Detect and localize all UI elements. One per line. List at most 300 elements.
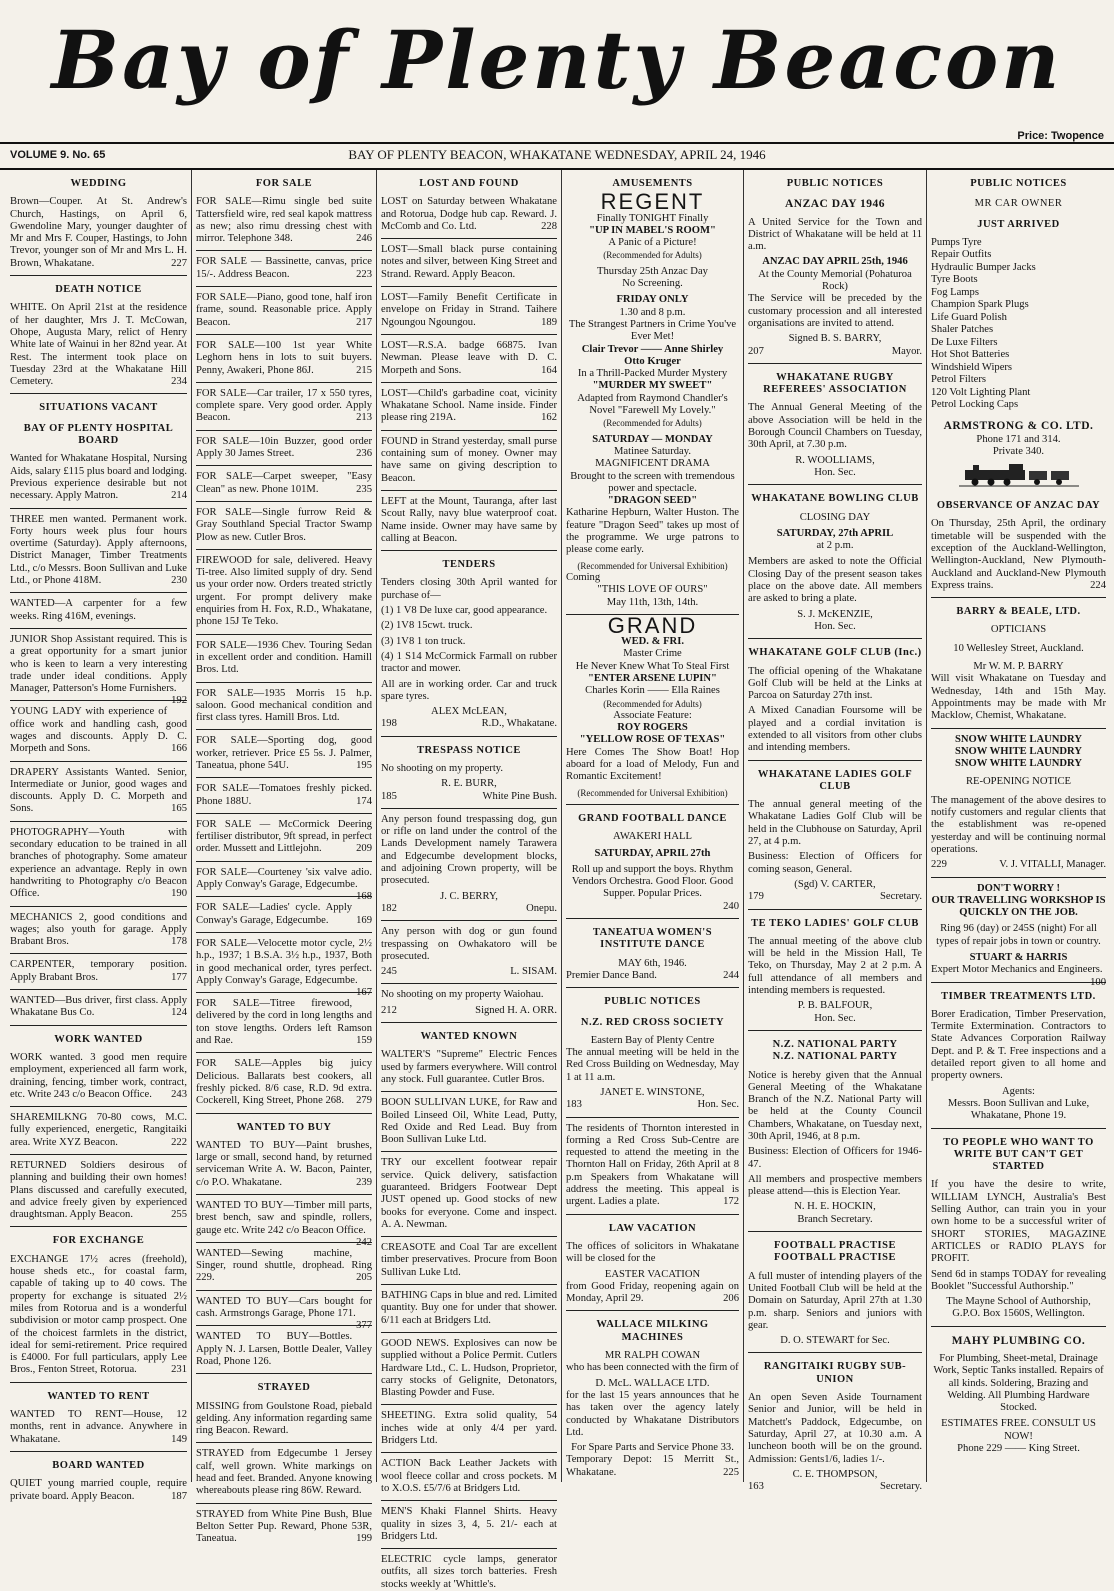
divider <box>10 628 187 629</box>
signature: L. SISAM. <box>510 966 557 978</box>
divider <box>566 804 739 805</box>
ad-line: Coming <box>566 571 601 583</box>
ad-number: 279 <box>356 1095 372 1107</box>
signature-line <box>931 859 1106 871</box>
ad-item: TRY our excellent footwear repair service. Quick delivery, satisfaction guaranteed. Bridgers Footwear Dept JUST opened up. Good stocks of new books for everyone. Come and inspect. A. A. Newman. <box>381 1157 557 1230</box>
signature: R.D., Whakatane. <box>481 718 557 730</box>
ad-line: Thursday 25th Anzac Day <box>597 265 708 277</box>
ad-text: FOR SALE — Bassinette, canvas, price 15/-. Address Beacon. <box>196 256 372 280</box>
ad-text: Any person found trespassing dog, gun or rifle on land under the control of the Lands Development namely Tarawera and Edgecumbe development blocks, and adjoining Crown property, will be prosecuted. <box>381 813 557 887</box>
column-1 <box>6 170 192 1502</box>
laundry-title: SNOW WHITE LAUNDRY <box>955 758 1082 770</box>
heading: LOST AND FOUND <box>419 178 519 189</box>
list-item: Life Guard Polish <box>931 311 1007 323</box>
film-title: "THIS LOVE OF OURS" <box>597 584 708 596</box>
ad-number: 172 <box>723 1196 739 1208</box>
volume-number: VOLUME 9. No. 65 <box>10 149 106 161</box>
price-label: Price: Twopence <box>1017 130 1104 142</box>
ad-text: A Mixed Canadian Foursome will be played and a cordial invitation is extended to all visitors from other clubs and intending members. <box>748 705 922 754</box>
list-item: De Luxe Filters <box>931 336 998 348</box>
ad-item: GOOD NEWS. Explosives can now be supplied without a Police Permit. Cutlers Hardware Ltd., C. L. Hudson, Proprietor, carry stocks of Gelignite, Detonators, Blasting Powder and Fuse. <box>381 1337 557 1399</box>
ad-item <box>196 902 372 927</box>
ad-item <box>566 1454 739 1479</box>
ad-text: FOR SALE—Velocette motor cycle, 2½ h.p., 1937; 1 B.S.A. 3½ h.p., 1937, Both in good mechanical order, tyres perfect. Apply Conway's Garage, Edgecumbe. <box>196 937 372 986</box>
ad-line: CLOSING DAY <box>799 511 871 523</box>
heading: BOARD WANTED <box>52 1459 145 1471</box>
divider <box>381 1284 557 1285</box>
signature-line <box>381 966 557 978</box>
ad-item: FOR SALE—1935 Morris 15 h.p. saloon. Good mechanical condition and first class tyres. Hamill Bros. Ltd. <box>196 687 372 724</box>
ad-line: Private 340. <box>992 446 1045 458</box>
list-item: 120 Volt Lighting Plant <box>931 386 1031 398</box>
ad-number: 164 <box>541 364 557 376</box>
ad-number: 182 <box>381 902 397 914</box>
heading: FOOTBALL PRACTISE <box>774 1240 896 1252</box>
ad-text: No shooting on my property. <box>381 762 504 774</box>
ad-item <box>196 388 372 425</box>
divider <box>381 1548 557 1549</box>
ad-text: The annual meeting of the above club will be held in the Mission Hall, Te Teko, on Thursday, May 2 at 2 p.m. A full attendance of all members and intending members is requested. <box>748 935 922 997</box>
heading: ARMSTRONG & CO. LTD. <box>943 419 1094 432</box>
ad-item <box>10 706 187 755</box>
ad-item <box>10 1160 187 1221</box>
ad-line: Here Comes The Show Boat! Hop aboard for a load of Melody, Fun and Romantic Excitement! <box>566 746 739 783</box>
ad-item: FIREWOOD for sale, delivered. Heavy Ti-tree. Also limited supply of dry. Send us your order now. Orders treated strictly urgent. For prompt delivery make enquiries from H. Fox, R.D., Whakatane, phone 15J Te Teko. <box>196 554 372 628</box>
ad-text: WORK wanted. 3 good men require employment, experienced all farm work, draining, fencing, timber work, contract, etc. Write 243 c/o Beacon Office. <box>10 1051 187 1100</box>
ad-text: FOR SALE — McCormick Deering fertiliser distributor, 9ft spread, in perfect order. Mussett and Littlejohn. <box>196 818 372 855</box>
ad-item <box>196 998 372 1047</box>
ad-number: 100 <box>1090 976 1106 988</box>
ad-item <box>10 1052 187 1101</box>
heading: OBSERVANCE OF ANZAC DAY <box>936 500 1101 512</box>
ad-number: 225 <box>723 1466 739 1478</box>
laundry-title: SNOW WHITE LAUNDRY <box>955 733 1082 745</box>
divider <box>748 363 922 364</box>
ad-number: 174 <box>356 795 372 807</box>
heading: AMUSEMENTS <box>612 178 693 189</box>
ad-number: 229 <box>931 859 947 871</box>
divider <box>381 1452 557 1453</box>
heading: WHAKATANE RUGBY REFEREES' ASSOCIATION <box>763 371 907 396</box>
heading: MR CAR OWNER <box>974 198 1063 210</box>
train-icon <box>931 462 1106 492</box>
heading: TRESPASS NOTICE <box>417 744 521 756</box>
heading: N.Z. NATIONAL PARTY <box>772 1051 898 1063</box>
product-list <box>931 237 1106 412</box>
ad-line: Eastern Bay of Plenty Centre <box>590 1034 715 1046</box>
divider <box>381 983 557 984</box>
ad-item: BOON SULLIVAN LUKE, for Raw and Boiled Linseed Oil, White Lead, Putty, Red Oxide and Red Lead. Buy from Boon Sullivan Luke Ltd. <box>381 1097 557 1146</box>
divider <box>196 1113 372 1114</box>
divider <box>10 906 187 907</box>
heading: PUBLIC NOTICES <box>786 178 884 189</box>
signature: Secretary. <box>880 1481 922 1493</box>
ad-item <box>10 1478 187 1503</box>
film-title: "YELLOW ROSE OF TEXAS" <box>579 734 726 746</box>
signature-line <box>566 1099 739 1111</box>
ad-number: 199 <box>356 1533 372 1545</box>
ad-text: Premier Dance Band. <box>566 969 657 981</box>
divider <box>196 334 372 335</box>
divider <box>381 286 557 287</box>
ad-text: LOST—R.S.A. badge 66875. Ivan Newman. Please leave with D. C. Morpeth and Sons. <box>381 339 557 376</box>
rating: (Recommended for Universal Exhibition) <box>577 560 728 571</box>
divider <box>10 275 187 276</box>
ad-text: YOUNG LADY with experience of office work and handling cash, good wages and discounts. Apply D. C. Morpeth and Sons. <box>10 706 187 755</box>
signature: R. WOOLLIAMS, <box>795 454 875 466</box>
ad-text: LOST—Family Benefit Certificate in envelope on Friday in Strand. Taihere Ngoungou Ngoungou. <box>381 292 557 328</box>
divider <box>10 1106 187 1107</box>
list-item: Pumps Tyre <box>931 236 982 248</box>
divider <box>196 1052 372 1053</box>
ad-item: WALTER'S "Supreme" Electric Fences used by farmers everywhere. Will control any stock. Full guarantee. Cutler Bros. <box>381 1049 557 1085</box>
tender-line: (3) 1V8 1 ton truck. <box>381 635 466 647</box>
column-3 <box>377 170 562 1590</box>
ad-number: 231 <box>171 1364 187 1376</box>
divider <box>748 1231 922 1232</box>
list-item: Fog Lamps <box>931 286 979 298</box>
divider <box>566 1214 739 1215</box>
divider <box>196 1194 372 1195</box>
ad-line: The Strangest Partners in Crime You've Ever Met! <box>568 318 737 343</box>
ad-number: 377 <box>356 1320 372 1332</box>
list-item: Tyre Boots <box>931 274 978 286</box>
signature: Branch Secretary. <box>797 1213 873 1225</box>
ad-text: FOR SALE—Piano, good tone, half iron frame, sound. Reasonable price. Apply Beacon. <box>196 292 372 328</box>
divider <box>748 1030 922 1031</box>
signature-line <box>748 1481 922 1493</box>
ad-number: 209 <box>356 843 372 855</box>
ad-item <box>10 514 187 588</box>
divider <box>196 896 372 897</box>
divider <box>381 1151 557 1152</box>
ad-text: EXCHANGE 17½ acres (freehold), house sheds etc., for coastal farm, capable of taking up to 40 cows. The property for exchange is situated 2½ miles from Rotorua and is a wonderful subdivision or motor camp prospect. One of the choicest farmlets in the district, ideal for semi-retirement. Price required is £4000. For full particulars, apply Lee Bros., Fenton Street, Rotorua. <box>10 1253 187 1376</box>
ad-line: Finally TONIGHT Finally <box>596 212 709 224</box>
heading: WANTED TO BUY <box>236 1121 332 1133</box>
signature: V. J. VITALLI, Manager. <box>999 859 1106 871</box>
divider <box>10 1451 187 1452</box>
tender-line: (4) 1 S14 McCormick Farmall on rubber tractor and mower. <box>381 650 557 675</box>
heading: TIMBER TREATMENTS LTD. <box>941 990 1096 1002</box>
divider <box>381 736 557 737</box>
ad-text: LOST on Saturday between Whakatane and Rotorua, Dodge hub cap. Reward. J. McComb and Co. Ltd. <box>381 196 557 232</box>
heading: BAY OF PLENTY HOSPITAL BOARD <box>23 422 174 447</box>
ad-line: At the County Memorial (Pohaturoa Rock) <box>758 268 912 293</box>
ad-item <box>381 196 557 233</box>
heading: WHAKATANE LADIES GOLF CLUB <box>757 768 913 792</box>
divider <box>566 1117 739 1118</box>
ad-text: Business: Election of Officers for coming season, General. <box>748 851 922 875</box>
ad-text: On Thursday, 25th April, the ordinary timetable will be suspended with the exception of the Auckland-Wellington, Wellington-Auckland, New Plymouth-Auckland and Auckland-New Plymouth Express trains. <box>931 518 1106 591</box>
heading: WANTED TO RENT <box>47 1390 150 1402</box>
signature: N. H. E. HOCKIN, <box>794 1201 876 1213</box>
ad-text: for the last 15 years announces that he has taken over the agency lately conducted by Whakatane Distributors Ltd. <box>566 1389 739 1438</box>
divider <box>196 382 372 383</box>
ad-item: MISSING from Goulstone Road, piebald gelding. Any information regarding same ring Beacon. Reward. <box>196 1400 372 1437</box>
ad-text: A full muster of intending players of the United Football Club will be held at the Domain on Saturday, April 27th at 1.30 p.m. sharp. Seniors and juniors with gear. <box>748 1270 922 1331</box>
ad-number: 212 <box>381 1004 397 1016</box>
heading: WALLACE MILKING MACHINES <box>596 1319 709 1343</box>
divider <box>381 490 557 491</box>
ad-item: ELECTRIC cycle lamps, generator outfits, all sizes torch batteries. Fresh stocks weekly at 'Whittle's. <box>381 1554 557 1590</box>
ad-number: 236 <box>356 448 372 460</box>
ad-item: BATHING Caps in blue and red. Limited quantity. Buy one for under that shower. 6/11 each at Bridgers Ltd. <box>381 1290 557 1326</box>
divider <box>10 592 187 593</box>
signature: Signed H. A. ORR. <box>475 1004 557 1016</box>
list-item: Hydraulic Bumper Jacks <box>931 261 1036 273</box>
ad-number: 242 <box>356 1236 372 1248</box>
divider <box>196 813 372 814</box>
ad-number: 217 <box>356 316 372 328</box>
ad-line: Adapted from Raymond Chandler's Novel "Farewell My Lovely." <box>577 392 728 417</box>
ad-text: STRAYED from White Pine Bush, Blue Belton Setter Pup. Reward, Phone 53R, Taneatua. <box>196 1508 372 1545</box>
divider <box>931 982 1106 983</box>
ad-line: MAY 6th, 1946. <box>618 957 687 969</box>
ad-number: 214 <box>171 490 187 502</box>
ad-item <box>381 340 557 377</box>
ad-text: FOR SALE—Ladies' cycle. Apply Conway's Garage, Edgecumbe. <box>196 902 353 926</box>
divider <box>196 286 372 287</box>
ad-line: OPTICIANS <box>990 624 1047 636</box>
ad-item <box>196 866 372 903</box>
ad-text: THREE men wanted. Permanent work. Forty hours week plus four hours overtime (Saturday). Apply afternoons, District Manager, Timber Treatments Ltd., c/o Messrs. Boon Sullivan and Luke Ltd., or Phone 418M. <box>10 513 187 587</box>
heading: GRAND FOOTBALL DANCE <box>578 812 727 824</box>
ad-text: FOR SALE—Carpet sweeper, "Easy Clean" as new. Phone 101M. <box>196 471 372 495</box>
divider <box>10 1226 187 1227</box>
heading: LAW VACATION <box>608 1222 697 1234</box>
divider <box>10 1382 187 1383</box>
divider <box>196 777 372 778</box>
dateline-text: BAY OF PLENTY BEACON, WHAKATANE WEDNESDAY, APRIL 24, 1946 <box>348 147 766 162</box>
ad-number: 230 <box>171 575 187 587</box>
heading: ANZAC DAY 1946 <box>784 198 886 211</box>
divider <box>196 250 372 251</box>
signature: Signed B. S. BARRY, <box>788 333 882 345</box>
heading: TO PEOPLE WHO WANT TO WRITE BUT CAN'T GET STARTED <box>943 1136 1094 1173</box>
ad-line: MAGNIFICENT DRAMA <box>595 458 710 470</box>
ad-text: LOST—Child's garbadine coat, vicinity Whakatane School. Name inside. Finder please ring 219A. <box>381 387 557 424</box>
heading: PUBLIC NOTICES <box>604 996 701 1008</box>
divider <box>748 638 922 639</box>
divider <box>381 920 557 921</box>
ad-text: RETURNED Soldiers desirous of planning and building their own homes! Plans discussed and carefully executed, and advice freely given by experienced draughtsman. Apply Beacon. <box>10 1160 187 1221</box>
signature: Secretary. <box>880 891 922 903</box>
ad-item <box>196 256 372 281</box>
divider <box>381 1091 557 1092</box>
divider <box>196 682 372 683</box>
ad-text: FOR SALE—Rimu single bed suite Tattersfield wire, red seal kapok mattress as new; also rimu dressing chest with mirror. Telephone 348. <box>196 196 372 245</box>
divider <box>196 1325 372 1326</box>
divider <box>381 1022 557 1023</box>
ad-number: 183 <box>566 1099 582 1111</box>
divider <box>10 393 187 394</box>
ad-wedding <box>10 196 187 270</box>
divider <box>381 550 557 551</box>
divider <box>748 1352 922 1353</box>
ad-text: FOR SALE—Apples big juicy Delicious. Ballarats best cookers, all freshly picked. 8/6 case, R.D. 9d extra. Cockerell, King Street, Phone 268. <box>196 1058 372 1107</box>
heading: WHAKATANE BOWLING CLUB <box>751 493 919 505</box>
ad-item: ACTION Back Leather Jackets with wool fleece collar and cross pockets. M to X.O.S. £5/7/6 at Bridgers Ltd. <box>381 1458 557 1494</box>
ad-number: 185 <box>381 790 397 802</box>
heading: TANEATUA WOMEN'S INSTITUTE DANCE <box>592 927 713 951</box>
ad-item: WANTED—A carpenter for a few weeks. Ring 416M, evenings. <box>10 598 187 622</box>
ad-text: All members and prospective members please attend—this is Election Year. <box>748 1173 922 1198</box>
heading: BARRY & BEALE, LTD. <box>956 606 1081 618</box>
divider <box>931 877 1106 878</box>
film-title: "ENTER ARSENE LUPIN" <box>588 672 717 684</box>
train-icon-graphic <box>959 462 1079 488</box>
ad-item <box>196 1200 372 1248</box>
ad-line: 1.30 and 8 p.m. <box>619 306 686 318</box>
signature-line <box>381 1005 557 1017</box>
ad-number: 163 <box>748 1481 764 1493</box>
divider <box>748 484 922 485</box>
ad-item: LOST—Small black purse containing notes and silver, between King Street and Strand. Reward. Apply Beacon. <box>381 244 557 280</box>
ad-number: 239 <box>356 1176 372 1188</box>
ad-item <box>10 453 187 502</box>
heading: FOOTBALL PRACTISE <box>774 1252 896 1264</box>
heading: RANGITAIKI RUGBY SUB-UNION <box>763 1361 907 1385</box>
film-title: "DRAGON SEED" <box>607 495 698 507</box>
divider <box>196 861 372 862</box>
divider <box>931 1326 1106 1327</box>
divider <box>196 1290 372 1291</box>
ad-item <box>10 767 187 816</box>
ad-text: The residents of Thornton interested in forming a Red Cross Sub-Centre are requested to attend the meeting in the Thornton Hall on Friday, 26th April at 8 p.m Speakers from Whakatane will address the meeting. This appeal is urgent. Ladies a plate. <box>566 1122 739 1208</box>
ad-line: Messrs. Boon Sullivan and Luke, Whakatane, Phone 19. <box>947 1097 1090 1122</box>
ad-number: 187 <box>171 1490 187 1502</box>
ad-item: STRAYED from Edgecumbe 1 Jersey calf, well grown. White markings on head and feet. Branded. Anyone knowing whereabouts please ring 86W. Reward. <box>196 1448 372 1497</box>
divider <box>931 597 1106 598</box>
divider <box>748 760 922 761</box>
laundry-title: SNOW WHITE LAUNDRY <box>955 745 1082 757</box>
ad-text: Temporary Depot: 15 Merritt St., Whakatane. <box>566 1454 739 1478</box>
ad-item <box>196 436 372 461</box>
ad-text: A United Service for the Town and District of Whakatane will be held at 11 a.m. <box>748 216 922 253</box>
ad-number: 244 <box>723 969 739 981</box>
ad-item <box>196 1248 372 1285</box>
ad-number: 189 <box>541 316 557 328</box>
list-item: Petrol Locking Caps <box>931 399 1019 411</box>
signature: JANET E. WINSTONE, <box>600 1087 705 1098</box>
cast: ROY ROGERS <box>617 722 688 734</box>
rating: (Recommended for Adults) <box>603 698 702 709</box>
regent-theatre-title: REGENT <box>600 189 705 215</box>
ad-item <box>10 1409 187 1446</box>
rating: (Recommended for Adults) <box>603 250 702 261</box>
ad-line: EASTER VACATION <box>604 1268 701 1280</box>
signature: ALEX McLEAN, <box>431 706 507 718</box>
ad-line: SATURDAY, APRIL 27th <box>594 847 711 859</box>
ad-text: Any person with dog or gun found trespassing on Owhakatoro will be prosecuted. <box>381 926 557 962</box>
ad-item <box>566 1281 739 1306</box>
divider <box>196 549 372 550</box>
ad-text: MECHANICS 2, good conditions and wages; also youth for garage. Apply Brabant Bros. <box>10 911 187 948</box>
divider <box>931 1128 1106 1129</box>
column-4 <box>562 170 744 1482</box>
signature-line <box>381 718 557 730</box>
divider <box>381 334 557 335</box>
ad-text: No shooting on my property Waiohau. <box>381 989 544 1001</box>
column-6 <box>927 170 1110 1482</box>
ad-text: WANTED TO BUY—Paint brushes, large or small, second hand, by returned serviceman Write A. W. Bacon, Painter, c/o P.O. Whakatane. <box>196 1139 372 1188</box>
ad-text: WANTED—Bus driver, first class. Apply Whakatane Bus Co. <box>10 995 187 1019</box>
ad-number: 167 <box>356 987 372 999</box>
masthead <box>0 0 1114 128</box>
ad-number: 192 <box>171 695 187 707</box>
ad-item <box>10 1112 187 1149</box>
heading: WEDDING <box>70 178 127 189</box>
ad-line: Phone 229 —— King Street. <box>957 1443 1080 1455</box>
ad-number: 215 <box>356 364 372 376</box>
divider <box>931 728 1106 729</box>
divider <box>10 953 187 954</box>
divider <box>748 909 922 910</box>
ad-text: FOR SALE—Sporting dog, good worker, retriever. Price £5 5s. J. Palmer, Taneatua, phone 54U. <box>196 735 372 771</box>
ad-number: 149 <box>171 1433 187 1445</box>
ad-line: Associate Feature: <box>613 709 692 721</box>
column-5 <box>744 170 927 1493</box>
ad-text: Wanted for Whakatane Hospital, Nursing Aids, salary £115 plus board and lodging. Previous experience desirable but not necessary. Apply Matron. <box>10 453 187 502</box>
divider <box>196 1442 372 1443</box>
ad-number: 179 <box>748 891 764 903</box>
heading: TENDERS <box>442 559 496 571</box>
ad-line: Master Crime <box>623 648 682 660</box>
signature: (Sgd) V. CARTER, <box>794 878 876 890</box>
rating: (Recommended for Universal Exhibition) <box>577 787 728 798</box>
list-item: Repair Outfits <box>931 249 992 261</box>
divider <box>196 932 372 933</box>
ad-text: CARPENTER, temporary position. Apply Brabant Bros. <box>10 959 187 983</box>
masthead-title: Bay of Plenty Beacon <box>51 13 1063 107</box>
divider <box>381 1500 557 1501</box>
grand-theatre-title: GRAND <box>607 612 698 638</box>
signature: Hon. Sec. <box>697 1099 739 1111</box>
ad-line: Katharine Hepburn, Walter Huston. The feature "Dragon Seed" takes up most of the programme. We urge patrons to please come early. <box>566 507 739 556</box>
ad-line: ESTIMATES FREE. CONSULT US NOW! <box>941 1418 1096 1442</box>
ad-text: DRAPERY Assistants Wanted. Senior, Intermediate or Junior, good wages and discounts. Apply D. C. Morpeth and Sons. <box>10 766 187 815</box>
ad-text: The annual general meeting of the Whakatane Ladies Golf Club will be held in the Clubhouse on Saturday, April 27, at 4 p.m. <box>748 799 922 848</box>
signature: Onepu. <box>526 902 557 914</box>
ad-item <box>931 518 1106 592</box>
ad-line: Phone 171 and 314. <box>976 434 1061 446</box>
ad-item: CREASOTE and Coal Tar are excellent timber preservatives. Procure from Boon Sullivan Luke Ltd. <box>381 1242 557 1278</box>
ad-text: The Service will be preceded by the customary procession and all interested organisations are invited to attend. <box>748 293 922 329</box>
ad-item <box>381 292 557 329</box>
ad-line: Mr W. M. P. BARRY <box>973 661 1064 673</box>
ad-line: Agents: <box>1002 1085 1035 1097</box>
ad-number: 195 <box>356 759 372 771</box>
ad-number: 235 <box>356 483 372 495</box>
ad-item: SHEETING. Extra solid quality, 54 inches wide at only 4/4 per yard. Bridgers Ltd. <box>381 1410 557 1447</box>
ad-line: FRIDAY ONLY <box>616 294 689 306</box>
ad-number: 245 <box>381 966 397 978</box>
divider <box>196 729 372 730</box>
ad-item <box>10 995 187 1020</box>
divider <box>196 1242 372 1243</box>
heading: MAHY PLUMBING CO. <box>951 1334 1086 1347</box>
divider <box>10 989 187 990</box>
ad-text: PHOTOGRAPHY—Youth with secondary education to be trained in all branches of photography. Some amateur experience an advantage. Reply in own handwriting to Photography c/o Beacon Office. <box>10 826 187 900</box>
heading: FOR SALE <box>255 178 313 189</box>
ad-text: Send 6d in stamps TODAY for revealing Booklet "Successful Authorship." <box>931 1268 1106 1292</box>
tender-line: (1) 1 V8 De luxe car, good appearance. <box>381 605 548 617</box>
ad-text: The annual meeting will be held in the Red Cross Building on Wednesday, May 1 at 11 a.m. <box>566 1047 739 1083</box>
ad-text: WANTED—Sewing machine, Singer, round shuttle, drophead. Ring 229. <box>196 1247 372 1284</box>
ad-item: FOUND in Strand yesterday, small purse containing sum of money. Owner may have same on giving description to Beacon. <box>381 435 557 484</box>
ad-number: 246 <box>356 233 372 245</box>
ad-number: 190 <box>171 888 187 900</box>
